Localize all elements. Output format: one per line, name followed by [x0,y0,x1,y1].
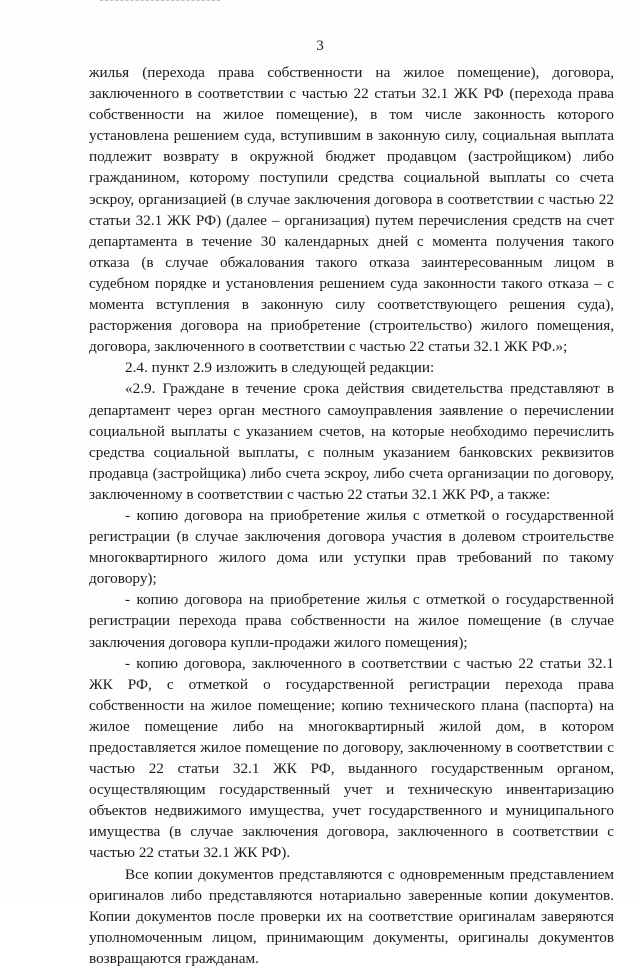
scan-artifact [100,0,220,5]
paragraph-document-copies: Все копии документов представляются с одновременным представлением оригиналов либо представляются нотариально заверенные копии документов. Копии документов после проверки их на соответствие оригиналам заверяются уполномоченным лицом, принимающим документы, оригиналы документов возвращаются гражданам. [89,865,614,967]
list-item-contract-shared-construction: - копию договора на приобретение жилья с отметкой о государственной регистрации (в случае заключения договора участия в долевом строительстве многоквартирного жилого дома или уступки прав требований по такому договору); [89,506,614,588]
list-item-contract-sale: - копию договора на приобретение жилья с отметкой о государственной регистрации перехода права собственности на жилое помещение (в случае заключения договора купли-продажи жилого помещения); [89,591,614,651]
paragraph-clause-2-9: «2.9. Граждане в течение срока действия свидетельства представляют в департамент через орган местного самоуправления заявление о перечислении социальной выплаты с указанием счетов, на которые необходимо перечислить средства социальной выплаты, с полным указанием банковских реквизитов продавца (застройщика) либо счета эскроу, либо счета организации по договору, заключенному в соответствии с частью 22 статьи 32.1 ЖК РФ, а также: [89,380,614,503]
body-text [89,62,614,969]
paragraph-amendment-2-4: 2.4. пункт 2.9 изложить в следующей редакции: [125,359,435,377]
paragraph-continuation: жилья (перехода права собственности на жилое помещение), договора, заключенного в соответствии с частью 22 статьи 32.1 ЖК РФ (перехода права собственности на жилое помещение), в том числе законность которого установлена решением суда, вступившим в законную силу, социальная выплата подлежит возврату в окружной бюджет продавцом (застройщиком) либо гражданином, которому поступили средства социальной выплаты со счета эскроу, организацией (в случае заключения договора в соответствии с частью 22 статьи 32.1 ЖК РФ) (далее – организация) путем перечисления средств на счет департамента в течение 30 календарных дней с момента получения такого отказа (в случае обжалования такого отказа заинтересованным лицом в судебном порядке и установления решением суда законности такого отказа – с момента вступления в законную силу соответствующего решения суда), расторжения договора на приобретение (строительство) жилого помещения, договора, заключенного в соответствии с частью 22 статьи 32.1 ЖК РФ.»; [89,64,614,356]
list-item-contract-part-22: - копию договора, заключенного в соответствии с частью 22 статьи 32.1 ЖК РФ, с отметкой о государственной регистрации перехода права собственности на жилое помещение; копию технического плана (паспорта) на жилое помещение либо на многоквартирный жилой дом, в котором предоставляется жилое помещение по договору, заключенному в соответствии с частью 22 статьи 32.1 ЖК РФ, выданного государственным органом, осуществляющим государственный учет и техническую инвентаризацию объектов недвижимого имущества, учет государственного и муниципального имущества (в случае заключения договора, заключенного в соответствии с частью 22 статьи 32.1 ЖК РФ). [89,654,614,862]
page-number: 3 [316,38,324,54]
